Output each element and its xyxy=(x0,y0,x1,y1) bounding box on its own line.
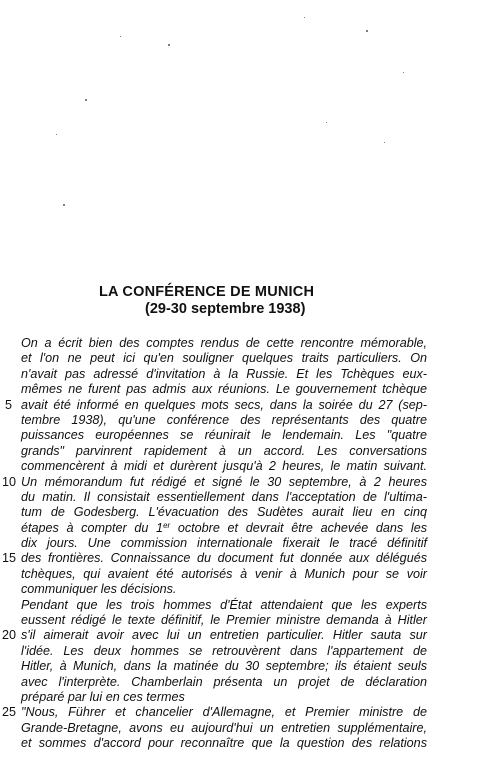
scan-speck xyxy=(63,204,65,206)
line-number: 25 xyxy=(2,705,17,720)
text-line xyxy=(0,690,480,705)
line-text: grands" parvinrent rapidement à un accord. Les conversations xyxy=(21,443,427,458)
ordinal-superscript: er xyxy=(163,520,171,530)
scan-speck xyxy=(56,134,57,135)
text-line xyxy=(0,644,480,659)
line-number: 20 xyxy=(2,628,17,643)
line-number: 10 xyxy=(2,474,17,489)
text-line xyxy=(0,551,480,566)
line-text: "Nous, Führer et chancelier d'Allemagne, et Premier ministre de xyxy=(21,705,427,720)
text-line xyxy=(0,613,480,628)
line-text: s'il aimerait avoir avec lui un entretien particulier. Hitler sauta sur xyxy=(21,628,427,643)
scan-speck xyxy=(85,99,87,101)
text-line xyxy=(0,582,480,597)
line-text: du matin. Il consistait essentiellement dans l'acceptation de l'ultima- xyxy=(21,489,427,504)
page-subtitle: (29-30 septembre 1938) xyxy=(145,301,306,317)
scan-speck xyxy=(366,30,368,32)
line-text: et sommes d'accord pour reconnaître que la question des relations xyxy=(21,736,427,751)
line-text: avec l'interprète. Chamberlain présenta un projet de déclaration xyxy=(21,674,427,689)
text-line xyxy=(0,567,480,582)
line-text: Pendant que les trois hommes d'État attendaient que les experts xyxy=(21,597,427,612)
page-title: LA CONFÉRENCE DE MUNICH xyxy=(99,284,315,300)
line-text: eussent rédigé le texte définitif, le Premier ministre demanda à Hitler xyxy=(21,613,427,628)
line-text: puissances européennes se réunirait le lendemain. Les "quatre xyxy=(21,428,427,443)
text-line xyxy=(0,444,480,459)
body-text xyxy=(0,336,480,752)
line-text xyxy=(21,521,427,536)
line-text: tchèques, qui avaient été autorisés à venir à Munich pour se voir xyxy=(21,566,427,581)
line-text: communiquer les décisions. xyxy=(21,582,177,597)
text-line xyxy=(0,598,480,613)
scan-speck xyxy=(304,17,305,18)
line-text: commencèrent à midi et durèrent jusqu'à 2 heures, le matin suivant. xyxy=(21,459,427,474)
text-line xyxy=(0,382,480,397)
scan-speck xyxy=(403,72,404,73)
text-line xyxy=(0,475,480,490)
text-line xyxy=(0,628,480,643)
line-text: et l'on ne peut ici qu'en souligner quelques traits particuliers. On xyxy=(21,351,427,366)
line-text-part: octobre et devrait être achevée dans les xyxy=(170,520,427,535)
line-text: des frontières. Connaissance du document fut donnée aux délégués xyxy=(21,551,427,566)
text-line xyxy=(0,675,480,690)
text-line xyxy=(0,521,480,536)
line-text: dix jours. Une commission internationale fixerait le tracé définitif xyxy=(21,536,427,551)
line-text: tum de Godesberg. L'évacuation des Sudètes aurait lieu en cinq xyxy=(21,505,427,520)
line-text: mêmes ne furent pas admis aux réunions. Le gouvernement tchèque xyxy=(21,382,427,397)
text-line xyxy=(0,367,480,382)
text-line xyxy=(0,705,480,720)
line-text: On a écrit bien des comptes rendus de cette rencontre mémorable, xyxy=(21,336,427,350)
line-number: 15 xyxy=(2,551,17,566)
text-line xyxy=(0,413,480,428)
text-line xyxy=(0,505,480,520)
text-line xyxy=(0,351,480,366)
line-text: Grande-Bretagne, avons eu aujourd'hui un entretien supplémentaire, xyxy=(21,720,427,735)
scan-speck xyxy=(384,142,385,143)
text-line xyxy=(0,336,480,351)
text-line xyxy=(0,721,480,736)
line-text: l'idée. Les deux hommes se retrouvèrent dans l'appartement de xyxy=(21,643,427,658)
line-text: tembre 1938), qu'une conférence des représentants des quatre xyxy=(21,412,427,427)
text-line xyxy=(0,536,480,551)
line-text: n'avait pas adressé d'invitation à la Russie. Et les Tchèques eux- xyxy=(21,366,427,381)
line-text: Hitler, à Munich, dans la matinée du 30 septembre; ils étaient seuls xyxy=(21,659,427,674)
line-text-part: étapes à compter du 1 xyxy=(21,520,164,535)
scan-speck xyxy=(120,36,121,37)
text-line xyxy=(0,398,480,413)
text-line xyxy=(0,736,480,751)
text-line xyxy=(0,459,480,474)
line-number: 5 xyxy=(5,397,13,412)
text-line xyxy=(0,490,480,505)
line-text: Un mémorandum fut rédigé et signé le 30 septembre, à 2 heures xyxy=(21,474,427,489)
line-text: préparé par lui en ces termes xyxy=(21,689,185,704)
text-line xyxy=(0,659,480,674)
scan-speck xyxy=(326,122,327,123)
line-text: avait été informé en quelques mots secs, dans la soirée du 27 (sep- xyxy=(21,397,427,412)
text-line xyxy=(0,428,480,443)
scan-speck xyxy=(168,44,170,46)
